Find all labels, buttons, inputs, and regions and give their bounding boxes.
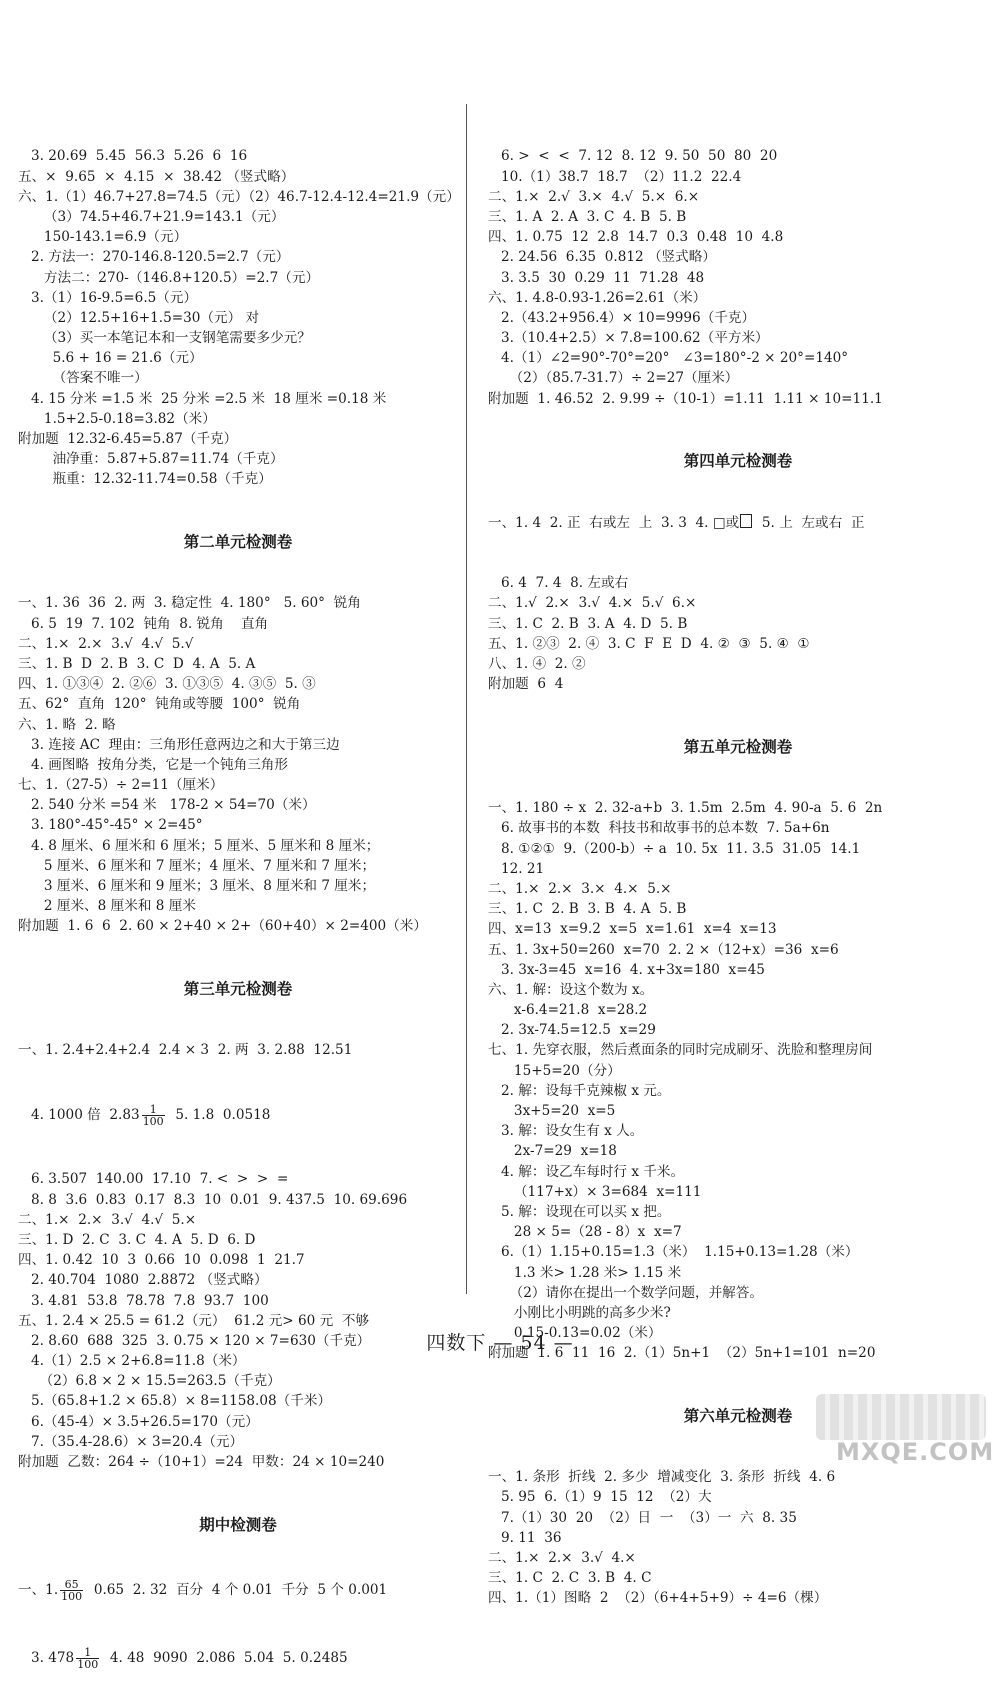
- unit3-line-2: [18, 1101, 458, 1129]
- column-divider: [466, 104, 467, 1294]
- answer-line: 3.（1）16-9.5=6.5（元）: [18, 289, 198, 306]
- page-footer: 四数下 — 54 —: [426, 1332, 574, 1354]
- answer-line: 2x-7=29 x=18: [488, 1143, 617, 1160]
- answer-line: （2）请你在提出一个数学问题，并解答。: [488, 1284, 763, 1301]
- unit3-line-1: 一、1. 2.4+2.4+2.4 2.4 × 3 2. 两 3. 2.88 12.51: [18, 1042, 353, 1059]
- answer-line: 油净重：5.87+5.87=11.74（千克）: [18, 451, 284, 468]
- answer-line: （答案不唯一）: [18, 370, 148, 387]
- answer-line: 2. 40.704 1080 2.8872 （竖式略）: [18, 1272, 268, 1289]
- answer-line: 四、1. ①③④ 2. ②⑥ 3. ①③⑤ 4. ③⑤ 5. ③: [18, 676, 316, 693]
- answer-line: 15+5=20（分）: [488, 1062, 621, 1079]
- text-run: 4. 1000 倍 2.83: [18, 1107, 140, 1123]
- answer-line: 10.（1）38.7 18.7 （2）11.2 22.4: [488, 168, 742, 185]
- answer-line: 3.（10.4+2.5）× 7.8=100.62（平方米）: [488, 330, 769, 347]
- midterm-line-2: [18, 1644, 458, 1672]
- answer-line: 三、1. C 2. C 3. B 4. C: [488, 1570, 652, 1587]
- right-top-block: [488, 146, 988, 408]
- unit2-block: [18, 593, 458, 936]
- answer-line: 3. 连接 AC 理由：三角形任意两边之和大于第三边: [18, 736, 340, 753]
- watermark-text: MXQE.COM: [836, 1438, 995, 1466]
- answer-line: 五、1. ②③ 2. ④ 3. C F E D 4. ② ③ 5. ④ ①: [488, 635, 810, 652]
- fraction: [60, 1579, 83, 1602]
- answer-line: 二、1.× 2.× 3.× 4.× 5.×: [488, 880, 672, 897]
- answer-line: 五、1. 3x+50=260 x=70 2. 2 ×（12+x）=36 x=6: [488, 941, 839, 958]
- fraction-denominator: 100: [77, 1658, 99, 1672]
- answer-line: 二、1.× 2.× 3.√ 4.√ 5.√: [18, 635, 194, 652]
- answer-line: （117+x）× 3=684 x=111: [488, 1183, 702, 1200]
- answer-line: 2.（43.2+956.4）× 10=9996（千克）: [488, 309, 756, 326]
- answer-line: 2. 解：设每千克辣椒 x 元。: [488, 1082, 671, 1099]
- answer-line: 二、1.× 2.× 3.√ 4.√ 5.×: [18, 1211, 197, 1228]
- unit5-title: 第五单元检测卷: [683, 737, 793, 756]
- text-run: 一、1.: [18, 1582, 59, 1599]
- watermark-icon: [816, 1394, 986, 1440]
- answer-line: 小刚比小明跳的高多少米?: [488, 1304, 671, 1321]
- answer-line: 六、1. 略 2. 略: [18, 716, 116, 733]
- answer-line: 3. 3x-3=45 x=16 4. x+3x=180 x=45: [488, 961, 765, 978]
- fraction-numerator: 1: [142, 1104, 165, 1116]
- answer-line: 五、1. 2.4 × 25.5 = 61.2（元） 61.2 元> 60 元 不够: [18, 1312, 370, 1329]
- answer-line: 二、1.× 2.× 3.√ 4.×: [488, 1550, 636, 1566]
- answer-line: 3. 4.81 53.8 78.78 7.8 93.7 100: [18, 1292, 269, 1309]
- answer-line: （2）6.8 × 2 × 15.5=263.5（千克）: [18, 1373, 281, 1390]
- answer-line: 4. 画图略 按角分类，它是一个钝角三角形: [18, 756, 288, 773]
- answer-line: 3. 3.5 30 0.29 11 71.28 48: [488, 269, 705, 286]
- text-run: 0.65 2. 32 百分 4 个 0.01 千分 5 个 0.001: [85, 1582, 388, 1599]
- answer-line: x-6.4=21.8 x=28.2: [488, 1002, 648, 1019]
- unit2-title: 第二单元检测卷: [183, 533, 293, 551]
- answer-line: 6.（45-4）× 3.5+26.5=170（元）: [18, 1413, 259, 1430]
- answer-line: 一、1. 条形 折线 2. 多少 增减变化 3. 条形 折线 4. 6: [488, 1469, 836, 1486]
- answer-line: 六、1. 解：设这个数为 x。: [488, 981, 654, 998]
- answer-line: 5 厘米、6 厘米和 7 厘米；4 厘米、7 厘米和 7 厘米；: [18, 857, 376, 874]
- unit6-block: [488, 1467, 988, 1608]
- answer-line: 附加题 12.32-6.45=5.87（千克）: [18, 431, 238, 448]
- fraction-denominator: 100: [61, 1590, 83, 1604]
- answer-line: 四、1.（1）图略 2 （2）（6+4+5+9）÷ 4=6（棵）: [488, 1590, 828, 1607]
- answer-line: 4. 8 厘米、6 厘米和 6 厘米；5 厘米、5 厘米和 8 厘米；: [18, 837, 380, 854]
- answer-line: 28 × 5=（28 - 8）x x=7: [488, 1224, 682, 1241]
- answer-line: 6. 4 7. 4 8. 左或右: [488, 575, 629, 592]
- answer-line: 三、1. C 2. B 3. A 4. D 5. B: [488, 615, 688, 632]
- midterm-line-1: [18, 1576, 458, 1604]
- answer-line: 一、1. 36 36 2. 两 3. 稳定性 4. 180° 5. 60° 锐角: [18, 595, 361, 612]
- answer-line: 五、× 9.65 × 4.15 × 38.42 （竖式略）: [18, 168, 295, 185]
- answer-column-left: [18, 106, 458, 1693]
- answer-line: 5. 解：设现在可以买 x 把。: [488, 1203, 671, 1220]
- unit5-block: [488, 798, 988, 1363]
- answer-line: 4.（1）2.5 × 2+6.8=11.8（米）: [18, 1353, 246, 1370]
- text-run: 5. 上 左或右 正: [753, 514, 865, 531]
- midterm-title: 期中检测卷: [199, 1515, 277, 1534]
- answer-line: 6. > < < 7. 12 8. 12 9. 50 50 80 20: [488, 148, 778, 165]
- left-top-block: [18, 146, 458, 489]
- answer-line: 2. 540 分米 =54 米 178-2 × 54=70（米）: [18, 797, 316, 814]
- text-run: 3. 478: [18, 1650, 75, 1667]
- answer-line: 六、1.（1）46.7+27.8=74.5（元）（2）46.7-12.4-12.4=21.9（元）: [18, 188, 460, 205]
- answer-line: 四、1. 0.42 10 3 0.66 10 0.098 1 21.7: [18, 1252, 305, 1269]
- answer-line: 8. 8 3.6 0.83 0.17 8.3 10 0.01 9. 437.5 10. 69.696: [18, 1191, 408, 1208]
- unit4-line-1: [488, 513, 988, 533]
- answer-line: 七、1. 先穿衣服，然后煮面条的同时完成刷牙、洗脸和整理房间: [488, 1042, 873, 1059]
- answer-line: 附加题 乙数：264 ÷（10+1）=24 甲数：24 × 10=240: [18, 1454, 385, 1471]
- answer-line: 6.（1）1.15+0.15=1.3（米） 1.15+0.13=1.28（米）: [488, 1244, 859, 1261]
- answer-line: 五、62° 直角 120° 钝角或等腰 100° 锐角: [18, 696, 301, 713]
- answer-line: 7.（35.4-28.6）× 3=20.4（元）: [18, 1433, 244, 1450]
- fraction-denominator: 100: [142, 1115, 164, 1128]
- answer-line: 三、1. C 2. B 3. B 4. A 5. B: [488, 901, 687, 918]
- answer-line: 4. 解：设乙车每时行 x 千米。: [488, 1163, 685, 1180]
- answer-line: 三、1. A 2. A 3. C 4. B 5. B: [488, 208, 687, 225]
- answer-line: （2）12.5+16+1.5=30（元） 对: [18, 309, 260, 326]
- answer-line: 4. 15 分米 =1.5 米 25 分米 =2.5 米 18 厘米 =0.18 米: [18, 390, 387, 407]
- answer-line: 8. ①②① 9.（200-b）÷ a 10. 5x 11. 3.5 31.05 14.1: [488, 840, 861, 857]
- answer-line: 4.（1）∠2=90°-70°=20° ∠3=180°-2 × 20°=140°: [488, 350, 849, 367]
- answer-line: 三、1. B D 2. B 3. C D 4. A 5. A: [18, 655, 256, 672]
- unit4-title: 第四单元检测卷: [683, 452, 793, 471]
- answer-line: 附加题 1. 6 11 16 2.（1）5n+1 （2）5n+1=101 n=20: [488, 1345, 876, 1362]
- answer-line: 6. 故事书的本数 科技书和故事书的总本数 7. 5a+6n: [488, 820, 830, 837]
- answer-line: （3）74.5+46.7+21.9=143.1（元）: [18, 208, 285, 225]
- answer-line: 2. 8.60 688 325 3. 0.75 × 120 × 7=630（千克）: [18, 1332, 371, 1349]
- answer-line: 一、1. 180 ÷ x 2. 32-a+b 3. 1.5m 2.5m 4. 90-a 5. 6 2n: [488, 800, 883, 817]
- answer-line: 1.5+2.5-0.18=3.82（米）: [18, 410, 216, 427]
- answer-line: 3. 180°-45°-45° × 2=45°: [18, 817, 203, 834]
- answer-line: 瓶重：12.32-11.74=0.58（千克）: [18, 471, 272, 488]
- answer-line: 八、1. ④ 2. ②: [488, 656, 586, 672]
- answer-line: 5.6 + 16 = 21.6（元）: [18, 350, 203, 367]
- unit4-block: [488, 573, 988, 694]
- answer-line: 二、1.√ 2.× 3.√ 4.× 5.√ 6.×: [488, 595, 697, 612]
- answer-line: 6. 3.507 140.00 17.10 7. < > > =: [18, 1171, 289, 1188]
- fraction-numerator: 65: [60, 1579, 83, 1591]
- unit6-title: 第六单元检测卷: [683, 1406, 793, 1425]
- unit3-title: 第三单元检测卷: [183, 980, 293, 998]
- fraction: [76, 1647, 99, 1670]
- answer-line: 附加题 1. 46.52 2. 9.99 ÷（10-1）=1.11 1.11 × 10=11.1: [488, 390, 883, 407]
- answer-line: 3. 解：设女生有 x 人。: [488, 1123, 644, 1140]
- watermark-logo: [816, 1394, 995, 1466]
- answer-line: 2 厘米、8 厘米和 8 厘米: [18, 898, 196, 915]
- answer-line: 3. 20.69 5.45 56.3 5.26 6 16: [18, 148, 248, 165]
- text-run: 4. 48 9090 2.086 5.04 5. 0.2485: [101, 1650, 348, 1667]
- answer-line: 12. 21: [488, 860, 545, 877]
- answer-line: 3 厘米、6 厘米和 9 厘米；3 厘米、8 厘米和 7 厘米；: [18, 878, 376, 895]
- answer-line: 150-143.1=6.9（元）: [18, 229, 188, 246]
- answer-line: 0.15-0.13=0.02（米）: [488, 1325, 662, 1342]
- text-run: 5. 1.8 0.0518: [166, 1107, 271, 1123]
- answer-line: 四、1. 0.75 12 2.8 14.7 0.3 0.48 10 4.8: [488, 229, 784, 246]
- answer-line: 方法二：270-（146.8+120.5）=2.7（元）: [18, 269, 320, 286]
- text-run: 一、1. 4 2. 正 右或左 上 3. 3 4. □或: [488, 514, 740, 531]
- answer-line: 7.（1）30 20 （2）日 一 （3）一 六 8. 35: [488, 1509, 797, 1526]
- square-box-icon: [740, 514, 752, 528]
- answer-line: 1.3 米> 1.28 米> 1.15 米: [488, 1264, 682, 1281]
- answer-line: 3x+5=20 x=5: [488, 1103, 616, 1119]
- answer-line: 5. 95 6.（1）9 15 12 （2）大: [488, 1489, 712, 1506]
- answer-line: （2）（85.7-31.7）÷ 2=27（厘米）: [488, 370, 739, 387]
- answer-line: 六、1. 4.8-0.93-1.26=2.61（米）: [488, 289, 707, 306]
- fraction-numerator: 1: [76, 1647, 99, 1659]
- answer-line: 6. 5 19 7. 102 钝角 8. 锐角 直角: [18, 615, 269, 632]
- answer-line: 附加题 6 4: [488, 676, 564, 693]
- answer-line: 附加题 1. 6 6 2. 60 × 2+40 × 2+（60+40）× 2=400（米）: [18, 918, 427, 935]
- answer-line: 二、1.× 2.√ 3.× 4.√ 5.× 6.×: [488, 188, 700, 205]
- unit3-block: [18, 1169, 458, 1472]
- answer-line: 四、x=13 x=9.2 x=5 x=1.61 x=4 x=13: [488, 921, 777, 938]
- answer-line: 5.（65.8+1.2 × 65.8）× 8=1158.08（千米）: [18, 1393, 332, 1410]
- answer-line: 9. 11 36: [488, 1529, 562, 1546]
- answer-line: 2. 3x-74.5=12.5 x=29: [488, 1022, 656, 1039]
- fraction: [142, 1104, 165, 1127]
- answer-line: 七、1.（27-5）÷ 2=11（厘米）: [18, 777, 224, 794]
- answer-line: 三、1. D 2. C 3. C 4. A 5. D 6. D: [18, 1231, 256, 1248]
- answer-line: 2. 方法一：270-146.8-120.5=2.7（元）: [18, 249, 290, 266]
- answer-line: （3）买一本笔记本和一支钢笔需要多少元？: [18, 330, 311, 347]
- answer-line: 2. 24.56 6.35 0.812 （竖式略）: [488, 249, 716, 266]
